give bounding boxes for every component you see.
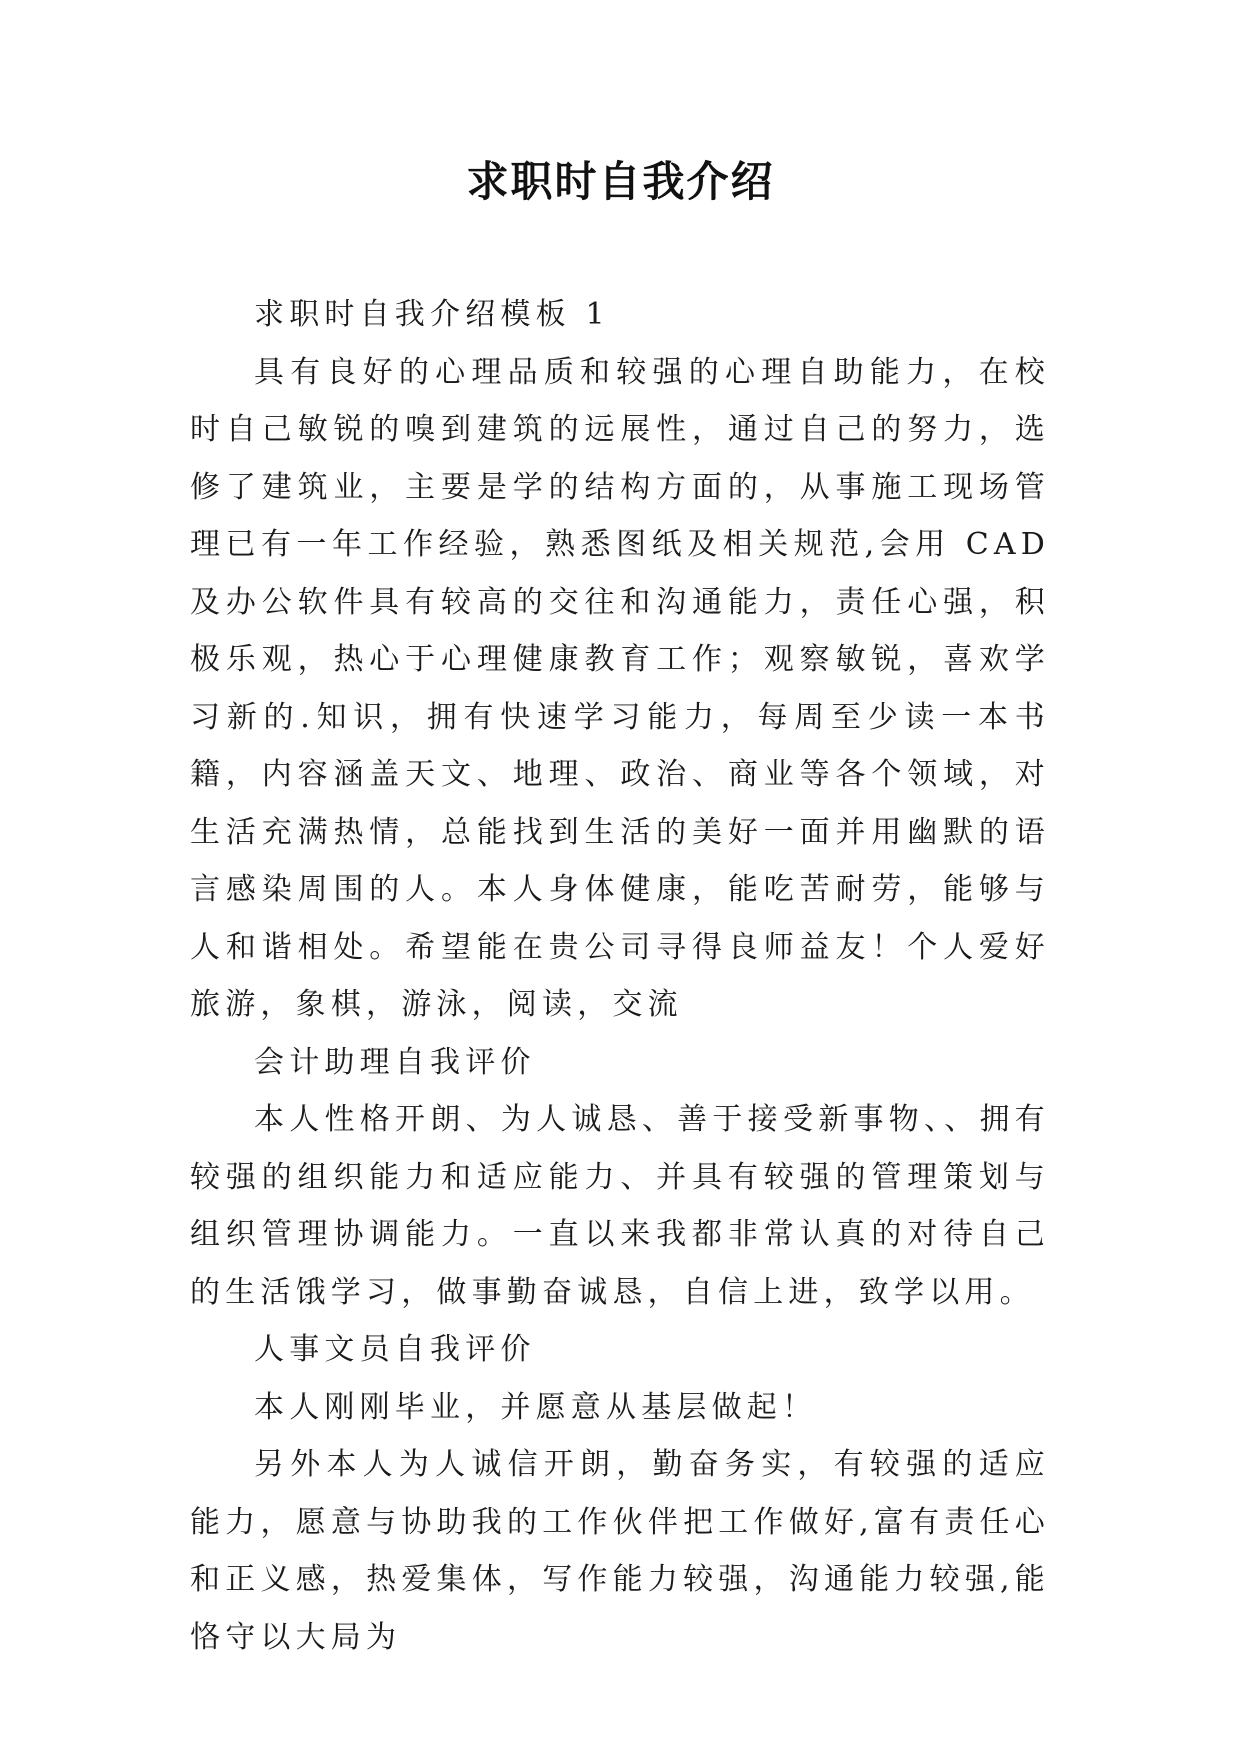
section-heading-hr-clerk: 人事文员自我评价	[254, 1332, 536, 1367]
document-body	[190, 286, 1050, 1666]
document-title: 求职时自我介绍	[466, 157, 775, 206]
paragraph-accounting-assistant: 本人性格开朗、为人诚恳、善于接受新事物、、拥有较强的组织能力和适应能力、并具有较强的管理策划与组织管理协调能力。一直以来我都非常认真的对待自己的生活饿学习，做事勤奋诚恳，自信上进，致学以用。	[190, 1102, 1050, 1310]
paragraph-hr-clerk-details: 另外本人为人诚信开朗，勤奋务实，有较强的适应能力，愿意与协助我的工作伙伴把工作做好,富有责任心和正义感，热爱集体，写作能力较强，沟通能力较强,能恪守以大局为	[190, 1447, 1050, 1655]
paragraph-hr-clerk-intro: 本人刚刚毕业，并愿意从基层做起！	[254, 1389, 818, 1425]
paragraph-self-intro: 具有良好的心理品质和较强的心理自助能力，在校时自己敏锐的嗅到建筑的远展性，通过自己的努力，选修了建筑业，主要是学的结构方面的，从事施工现场管理已有一年工作经验，熟悉图纸及相关规范,会用 CAD 及办公软件具有较高的交往和沟通能力，责任心强，积极乐观，热心于心理健康教育工作；观察敏锐，喜欢学习新的.知识，拥有快速学习能力，每周至少读一本书籍，内容涵盖天文、地理、政治、商业等各个领域，对生活充满热情，总能找到生活的美好一面并用幽默的语言感染周围的人。本人身体健康，能吃苦耐劳，能够与人和谐相处。希望能在贵公司寻得良师益友！个人爱好旅游，象棋，游泳，阅读，交流	[190, 354, 1050, 1022]
section-heading-template-1: 求职时自我介绍模板 1	[254, 297, 610, 332]
section-heading-accounting-assistant: 会计助理自我评价	[254, 1044, 536, 1080]
